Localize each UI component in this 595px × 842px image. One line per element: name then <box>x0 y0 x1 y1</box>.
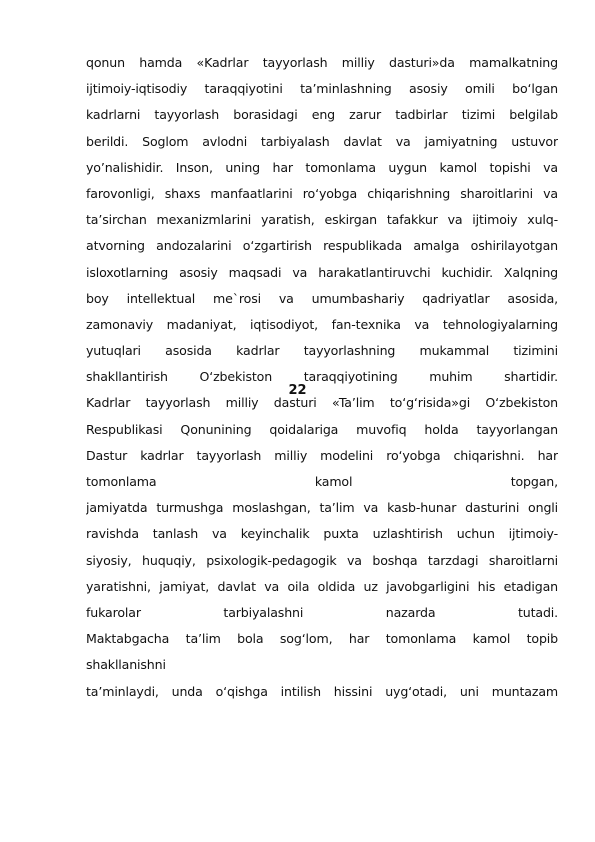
text-line: jamiyatda turmushga moslashgan, ta’lim va kasb-hunar dasturini ongli <box>86 500 558 516</box>
text-line: Kadrlar tayyorlash milliy dasturi «Ta’lim to‘g‘risida»gi O‘zbekiston <box>86 395 558 411</box>
text-line: siyosiy, huquqiy, psixologik-pedagogik va boshqa tarzdagi sharoitlarni <box>86 552 558 568</box>
text-line: kadrlarni tayyorlash borasidagi eng zarur tadbirlar tizimi belgilab <box>86 107 558 123</box>
text-line: isloxotlarning asosiy maqsadi va harakatlantiruvchi kuchidir. Xalqning <box>86 264 558 280</box>
text-line: yaratishni, jamiyat, davlat va oila oldida uz javobgarligini his etadigan <box>86 578 558 594</box>
text-line: shakllantirish O‘zbekiston taraqqiyotining muhim shartidir. <box>86 369 558 385</box>
text-line: ta’sirchan mexanizmlarini yaratish, eskirgan tafakkur va ijtimoiy xulq- <box>86 212 558 228</box>
text-line: fukarolar tarbiyalashni nazarda tutadi. <box>86 604 558 620</box>
text-line: ijtimoiy-iqtisodiy taraqqiyotini ta’minlashning asosiy omili bo‘lgan <box>86 81 558 97</box>
text-line: ravishda tanlash va keyinchalik puxta uzlashtirish uchun ijtimoiy- <box>86 526 558 542</box>
text-line: yo’nalishidir. Inson, uning har tomonlama uygun kamol topishi va <box>86 159 558 175</box>
text-line: tomonlama kamol topgan, <box>86 474 558 489</box>
text-line: yutuqlari asosida kadrlar tayyorlashning mukammal tizimini <box>86 343 558 359</box>
text-line: qonun hamda «Kadrlar tayyorlash milliy dasturi»da mamalkatning <box>86 55 558 70</box>
text-line: zamonaviy madaniyat, iqtisodiyot, fan-texnika va tehnologiyalarning <box>86 316 558 332</box>
page-number: 22 <box>288 383 307 398</box>
text-line: shakllanishni <box>86 657 166 673</box>
text-line: Respublikasi Qonunining qoidalariga muvofiq holda tayyorlangan <box>86 421 558 437</box>
body-text <box>86 50 558 705</box>
text-line: Dastur kadrlar tayyorlash milliy modelini ro‘yobga chiqarishni. har <box>86 447 558 463</box>
text-line: atvorning andozalarini o‘zgartirish respublikada amalga oshirilayotgan <box>86 238 558 254</box>
text-line: farovonligi, shaxs manfaatlarini ro‘yobga chiqarishning sharoitlarini va <box>86 185 558 201</box>
text-line: ta’minlaydi, unda o‘qishga intilish hissini uyg‘otadi, uni muntazam <box>86 683 558 699</box>
text-line: boy intellektual me`rosi va umumbashariy qadriyatlar asosida, <box>86 290 558 306</box>
text-line: berildi. Soglom avlodni tarbiyalash davlat va jamiyatning ustuvor <box>86 133 558 149</box>
text-line: Maktabgacha ta’lim bola sog‘lom, har tomonlama kamol topib <box>86 631 558 647</box>
